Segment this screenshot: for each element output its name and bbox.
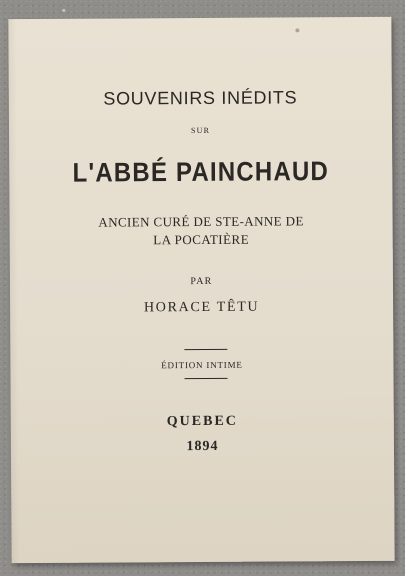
divider-bottom [185, 378, 228, 379]
paper-speck [62, 9, 65, 12]
subtitle-line-1: ANCIEN CURÉ DE STE-ANNE DE [98, 213, 304, 230]
publication-year: 1894 [186, 438, 219, 455]
divider-top [184, 349, 227, 350]
title-connector: SUR [190, 125, 211, 136]
subtitle-line-2: LA POCATIÈRE [153, 231, 250, 248]
by-label: PAR [190, 275, 213, 288]
pamphlet-cover [8, 17, 394, 563]
subject-title: L'ABBÉ PAINCHAUD [72, 156, 330, 189]
title-line-1: SOUVENIRS INÉDITS [103, 87, 298, 109]
author-name: HORACE TÊTU [143, 299, 260, 316]
paper-speck [295, 28, 299, 32]
edition-label: ÉDITION INTIME [161, 359, 243, 371]
publication-place: QUEBEC [166, 413, 238, 430]
